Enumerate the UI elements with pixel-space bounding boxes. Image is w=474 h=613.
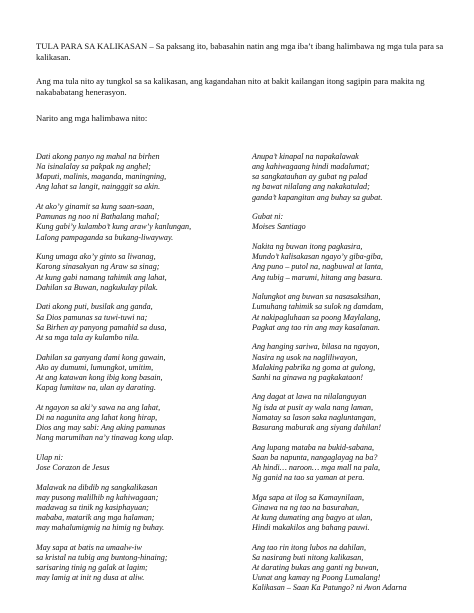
poem-line: Pagkat ang tao rin ang may kasalanan.	[252, 322, 380, 332]
poem-stanza	[252, 543, 462, 594]
poem-line: may lamig at init ng dusa at aliw.	[36, 573, 145, 583]
poem-line: madawag sa tinik ng kasiphayuan;	[36, 502, 149, 512]
poem-stanza	[252, 392, 462, 433]
poem-line: Basurang maburak ang siyang dahilan!	[252, 422, 382, 432]
poem-stanza	[36, 202, 236, 243]
poem-line: Mga sapa at ilog sa Kamaynilaan,	[252, 492, 364, 502]
poem-line: mababa, matarik ang mga halaman;	[36, 513, 155, 523]
poem-stanza	[252, 493, 462, 534]
poem-line: Kung gabi’y kulambo’t kung araw’y kanlungan,	[36, 222, 192, 232]
poem-line: Saan ba napunta, nangaglayag na ba?	[252, 452, 378, 462]
poem-stanza	[252, 242, 462, 283]
poem-line: ang kahiwagaang hindi madalumat;	[252, 162, 370, 172]
poem-stanza	[36, 453, 236, 473]
poem-line: Na isinalalay sa pakpak ng anghel;	[36, 162, 151, 172]
poem-line: Namatay sa lason saka nagluntangan,	[252, 412, 376, 422]
poem-stanza	[36, 353, 236, 394]
poem-line: At darating bukas ang ganti ng buwan,	[252, 563, 379, 573]
poem-line: At ang katawan kong ibig kong basain,	[36, 372, 163, 382]
poem-line: Kalikasan – Saan Ka Patungo? ni Avon Adarna	[252, 583, 407, 593]
poem-line: Pamunas ng noo ni Bathalang mahal;	[36, 212, 160, 222]
poem-line: Sa nasirang buti nitong kalikasan,	[252, 553, 364, 562]
poem-line: Kapag lumitaw na, ulan ay darating.	[36, 382, 156, 392]
poem-line: Malawak na dibdib ng sangkalikasan	[36, 482, 158, 492]
poem-line: Ang puno – putol na, nagbuwal at lanta,	[252, 262, 384, 272]
poem-line: Malaking pabrika ng goma at gulong,	[252, 362, 376, 372]
poem-line: Anupa’t kinapal na napakalawak	[252, 152, 359, 161]
poem-stanza	[36, 483, 236, 534]
poem-line: Uunat ang kamay ng Poong Lumalang!	[252, 573, 381, 583]
poem-stanza	[36, 543, 236, 584]
poem-line: Ang lupang mataba na bukid-sabana,	[252, 442, 375, 452]
poem-line: Karong sinasakyan ng Araw sa sinag;	[36, 262, 160, 272]
poem-line: Kung umaga ako’y ginto sa liwanag,	[36, 252, 156, 262]
poem-line: Ang tubig – marumi, hitang ang basura.	[252, 272, 383, 282]
poem-line: Ang dagat at lawa na nilalanguyan	[252, 392, 367, 402]
poem-line: Lumuhang tahimik sa sulok ng damdam,	[252, 302, 384, 312]
intro-examples-label: Narito ang mga halimbawa nito:	[36, 113, 148, 123]
poem-line: Maputi, malinis, maganda, maningning,	[36, 172, 167, 182]
poem-line: Dahilan sa Buwan, nagkukulay pilak.	[36, 282, 158, 292]
poem-line: sa sangkatauhan ay gubat ng palad	[252, 172, 368, 182]
poem-line: may pusong malilhib ng kahiwagaan;	[36, 492, 159, 502]
poem-line: Nasira ng usok na nagliliwayon,	[252, 352, 358, 362]
poem-stanza	[36, 152, 236, 193]
poem-stanza	[252, 152, 462, 203]
poem-line: At kung gabi namang tahimik ang lahat,	[36, 272, 167, 282]
poem-line: At ako’y ginamit sa kung saan-saan,	[36, 202, 155, 212]
poem-line: Nalungkot ang buwan sa nasasaksihan,	[252, 292, 381, 302]
poem-line: Sanhi na ginawa ng pagkakataon!	[252, 372, 364, 382]
poem-stanza	[36, 252, 236, 293]
poem-line: sa kristal na tubig ang buntong-hinaing;	[36, 553, 168, 562]
intro-heading-paragraph: TULA PARA SA KALIKASAN – Sa paksang ito, babasahin natin ang mga iba’t ibang halimbawa ng mga tula para sa kalikasan.	[36, 41, 444, 62]
poem-line: Di na nagunita ang lahat kong hirap,	[36, 412, 158, 422]
poem-line: Ah hindi… naroon… mga mall na pala,	[252, 462, 381, 472]
poem-line: ganda’t kapangitan ang buhay sa gubat.	[252, 192, 383, 202]
poem-line: At nakipagluhaan sa poong Maylalang,	[252, 312, 381, 322]
poem-stanza	[252, 212, 462, 232]
poem-stanza	[252, 443, 462, 484]
poem-line: Dati akong panyo ng mahal na birhen	[36, 152, 160, 161]
poem-line: may mahalumigmig na himig ng buhay.	[36, 523, 165, 533]
poem-line: Dios ang may sabi: Ang aking pamunas	[36, 422, 166, 432]
poem-line: Ako ay dumumi, lumungkot, umitim,	[36, 362, 154, 372]
poem-stanza	[36, 302, 236, 343]
poem-line: Sa Birhen ay panyong pamahid sa dusa,	[36, 322, 167, 332]
poem-line: Nakita ng buwan itong pagkasira,	[252, 242, 363, 252]
poem-line: Lalong pampaganda sa bukang-liwayway.	[36, 232, 174, 242]
poem-line: At kung dumating ang bagyo at ulan,	[252, 513, 373, 523]
poem-column-right	[252, 152, 462, 603]
poem-line: Jose Corazon de Jesus	[36, 462, 110, 472]
poem-line: Moises Santiago	[252, 222, 306, 232]
intro-description-paragraph: Ang ma tula nito ay tungkol sa sa kalikasan, ang kagandahan nito at bakit kailangan itong sagipin para makita ng nakababatang henerasyon.	[36, 76, 425, 97]
poem-column-left	[36, 152, 236, 593]
poem-line: ng bawat nilalang ang nakakatulad;	[252, 182, 370, 192]
poem-line: Ng ganid na tao sa yaman at pera.	[252, 473, 365, 483]
poem-line: Ginawa na ng tao na basurahan,	[252, 502, 360, 512]
poem-line: Ang lahat sa langit, naingggit sa akin.	[36, 182, 161, 192]
poem-stanza	[36, 403, 236, 444]
poem-line: Ang hanging sariwa, bilasa na ngayon,	[252, 342, 380, 352]
poem-line: Gubat ni:	[252, 212, 284, 222]
poem-stanza	[252, 292, 462, 333]
poem-line: May sapa at batis na umaalw-iw	[36, 542, 142, 552]
poem-line: Nang marumihan na’y tinawag kong ulap.	[36, 433, 174, 443]
poem-line: Hindi makakilos ang bahang pauwi.	[252, 523, 370, 533]
poem-line: Sa Dios pamunas sa tuwi-tuwi na;	[36, 312, 148, 322]
poem-line: Ulap ni:	[36, 452, 64, 462]
poem-line: sarisaring tinig ng galak at lagim;	[36, 563, 148, 573]
poem-line: Ang tao rin itong lubos na dahilan,	[252, 542, 366, 552]
poem-line: Mundo’t kalisakasan ngayo’y giba-giba,	[252, 252, 383, 262]
poem-line: Dahilan sa ganyang dami kong gawain,	[36, 352, 166, 362]
poem-line: At ngayon sa aki’y sawa na ang lahat,	[36, 402, 161, 412]
poem-line: Dati akong puti, busilak ang ganda,	[36, 302, 153, 312]
poem-line: Ng isda at pusit ay wala nang laman,	[252, 402, 373, 412]
poem-line: At sa mga tala ay kulambo nila.	[36, 332, 140, 342]
poem-stanza	[252, 342, 462, 383]
